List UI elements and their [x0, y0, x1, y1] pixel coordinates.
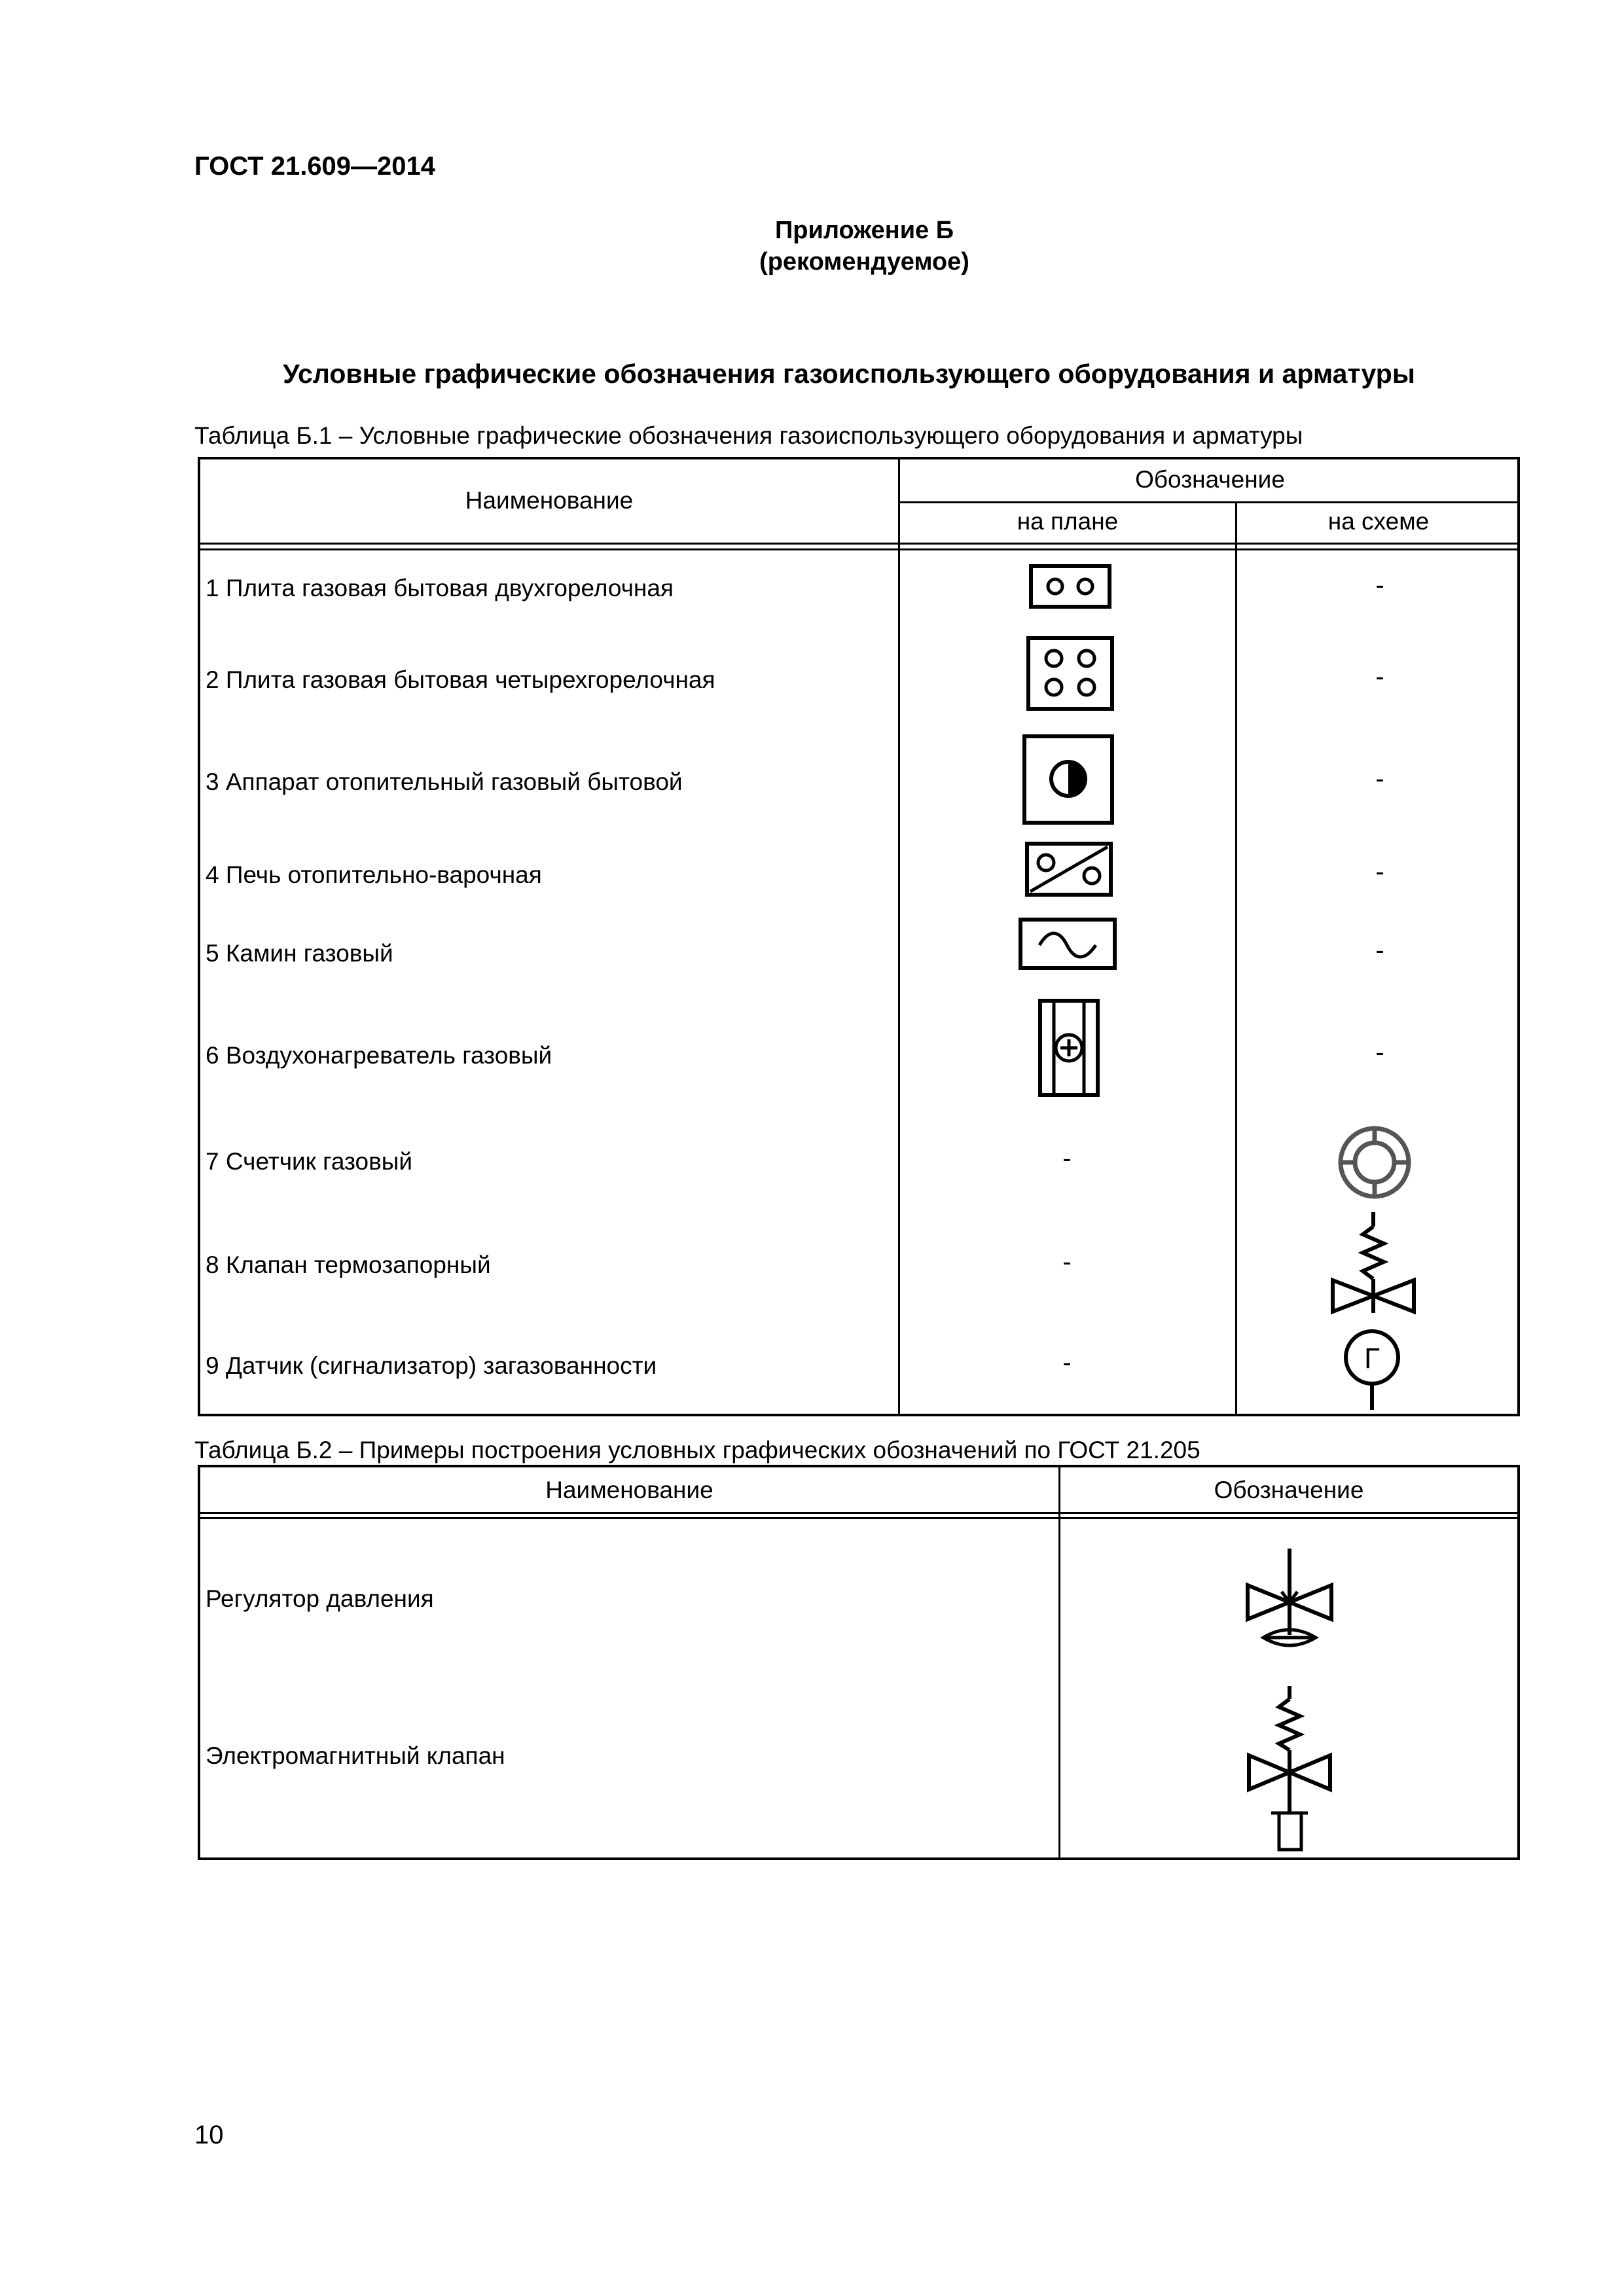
- table-row: Электромагнитный клапан: [206, 1742, 505, 1769]
- table-row: 7 Счетчик газовый: [206, 1148, 413, 1175]
- table-row: 6 Воздухонагреватель газовый: [206, 1042, 552, 1069]
- gas-air-heater-icon: [1038, 999, 1100, 1098]
- table1-row9-plan: -: [1062, 1348, 1072, 1377]
- table-row: 1 Плита газовая бытовая двухгорелочная: [206, 575, 674, 601]
- heating-cooking-stove-icon: [1025, 842, 1113, 898]
- gas-sensor-icon: [1339, 1321, 1405, 1411]
- gas-sensor-letter: Г: [1364, 1342, 1380, 1374]
- table1-row3-scheme: -: [1375, 764, 1384, 793]
- table1-caption: Таблица Б.1 – Условные графические обозначения газоиспользующего оборудования и арматуры: [194, 422, 1303, 449]
- table1-row8-plan: -: [1062, 1247, 1072, 1276]
- table1-header-scheme: на схеме: [1327, 508, 1430, 535]
- solenoid-valve-icon: [1245, 1683, 1334, 1855]
- gas-meter-icon: [1337, 1124, 1413, 1200]
- gas-fireplace-icon: [1019, 918, 1117, 971]
- table1: [198, 457, 1520, 1416]
- table1-row6-scheme: -: [1375, 1038, 1384, 1067]
- page-title: Условные графические обозначения газоиспользующего оборудования и арматуры: [283, 359, 1415, 389]
- appendix-heading: [0, 215, 1624, 278]
- thermal-shutoff-valve-icon: [1329, 1208, 1418, 1316]
- table1-header-name: Наименование: [465, 487, 634, 514]
- table2: [198, 1465, 1520, 1860]
- table1-row5-scheme: -: [1375, 936, 1384, 965]
- table1-row2-scheme: -: [1375, 662, 1384, 691]
- appendix-subtitle: (рекомендуемое): [759, 248, 969, 276]
- table-row: 2 Плита газовая бытовая четырехгорелочная: [206, 666, 715, 693]
- four-burner-stove-icon: [1026, 636, 1114, 712]
- table1-row4-scheme: -: [1375, 857, 1384, 886]
- table-row: 3 Аппарат отопительный газовый бытовой: [206, 768, 683, 795]
- page-number: 10: [194, 2121, 224, 2149]
- gas-heater-icon: [1022, 734, 1115, 826]
- pressure-regulator-icon: [1244, 1546, 1335, 1668]
- table-row: 8 Клапан термозапорный: [206, 1251, 491, 1278]
- appendix-title: Приложение Б: [774, 217, 954, 244]
- table2-header-name: Наименование: [545, 1477, 713, 1503]
- two-burner-stove-icon: [1029, 564, 1111, 611]
- table1-header-designation: Обозначение: [1135, 466, 1285, 493]
- table1-row1-scheme: -: [1375, 571, 1384, 600]
- table-row: Регулятор давления: [206, 1585, 434, 1612]
- table-row: 4 Печь отопительно-варочная: [206, 861, 542, 888]
- table2-header-designation: Обозначение: [1214, 1477, 1364, 1503]
- table-row: 5 Камин газовый: [206, 940, 393, 967]
- table1-row7-plan: -: [1062, 1144, 1072, 1173]
- table-row: 9 Датчик (сигнализатор) загазованности: [206, 1352, 657, 1379]
- document-code: ГОСТ 21.609—2014: [194, 152, 436, 181]
- table1-header-plan: на плане: [1017, 508, 1119, 535]
- table2-caption: Таблица Б.2 – Примеры построения условных графических обозначений по ГОСТ 21.205: [194, 1437, 1200, 1463]
